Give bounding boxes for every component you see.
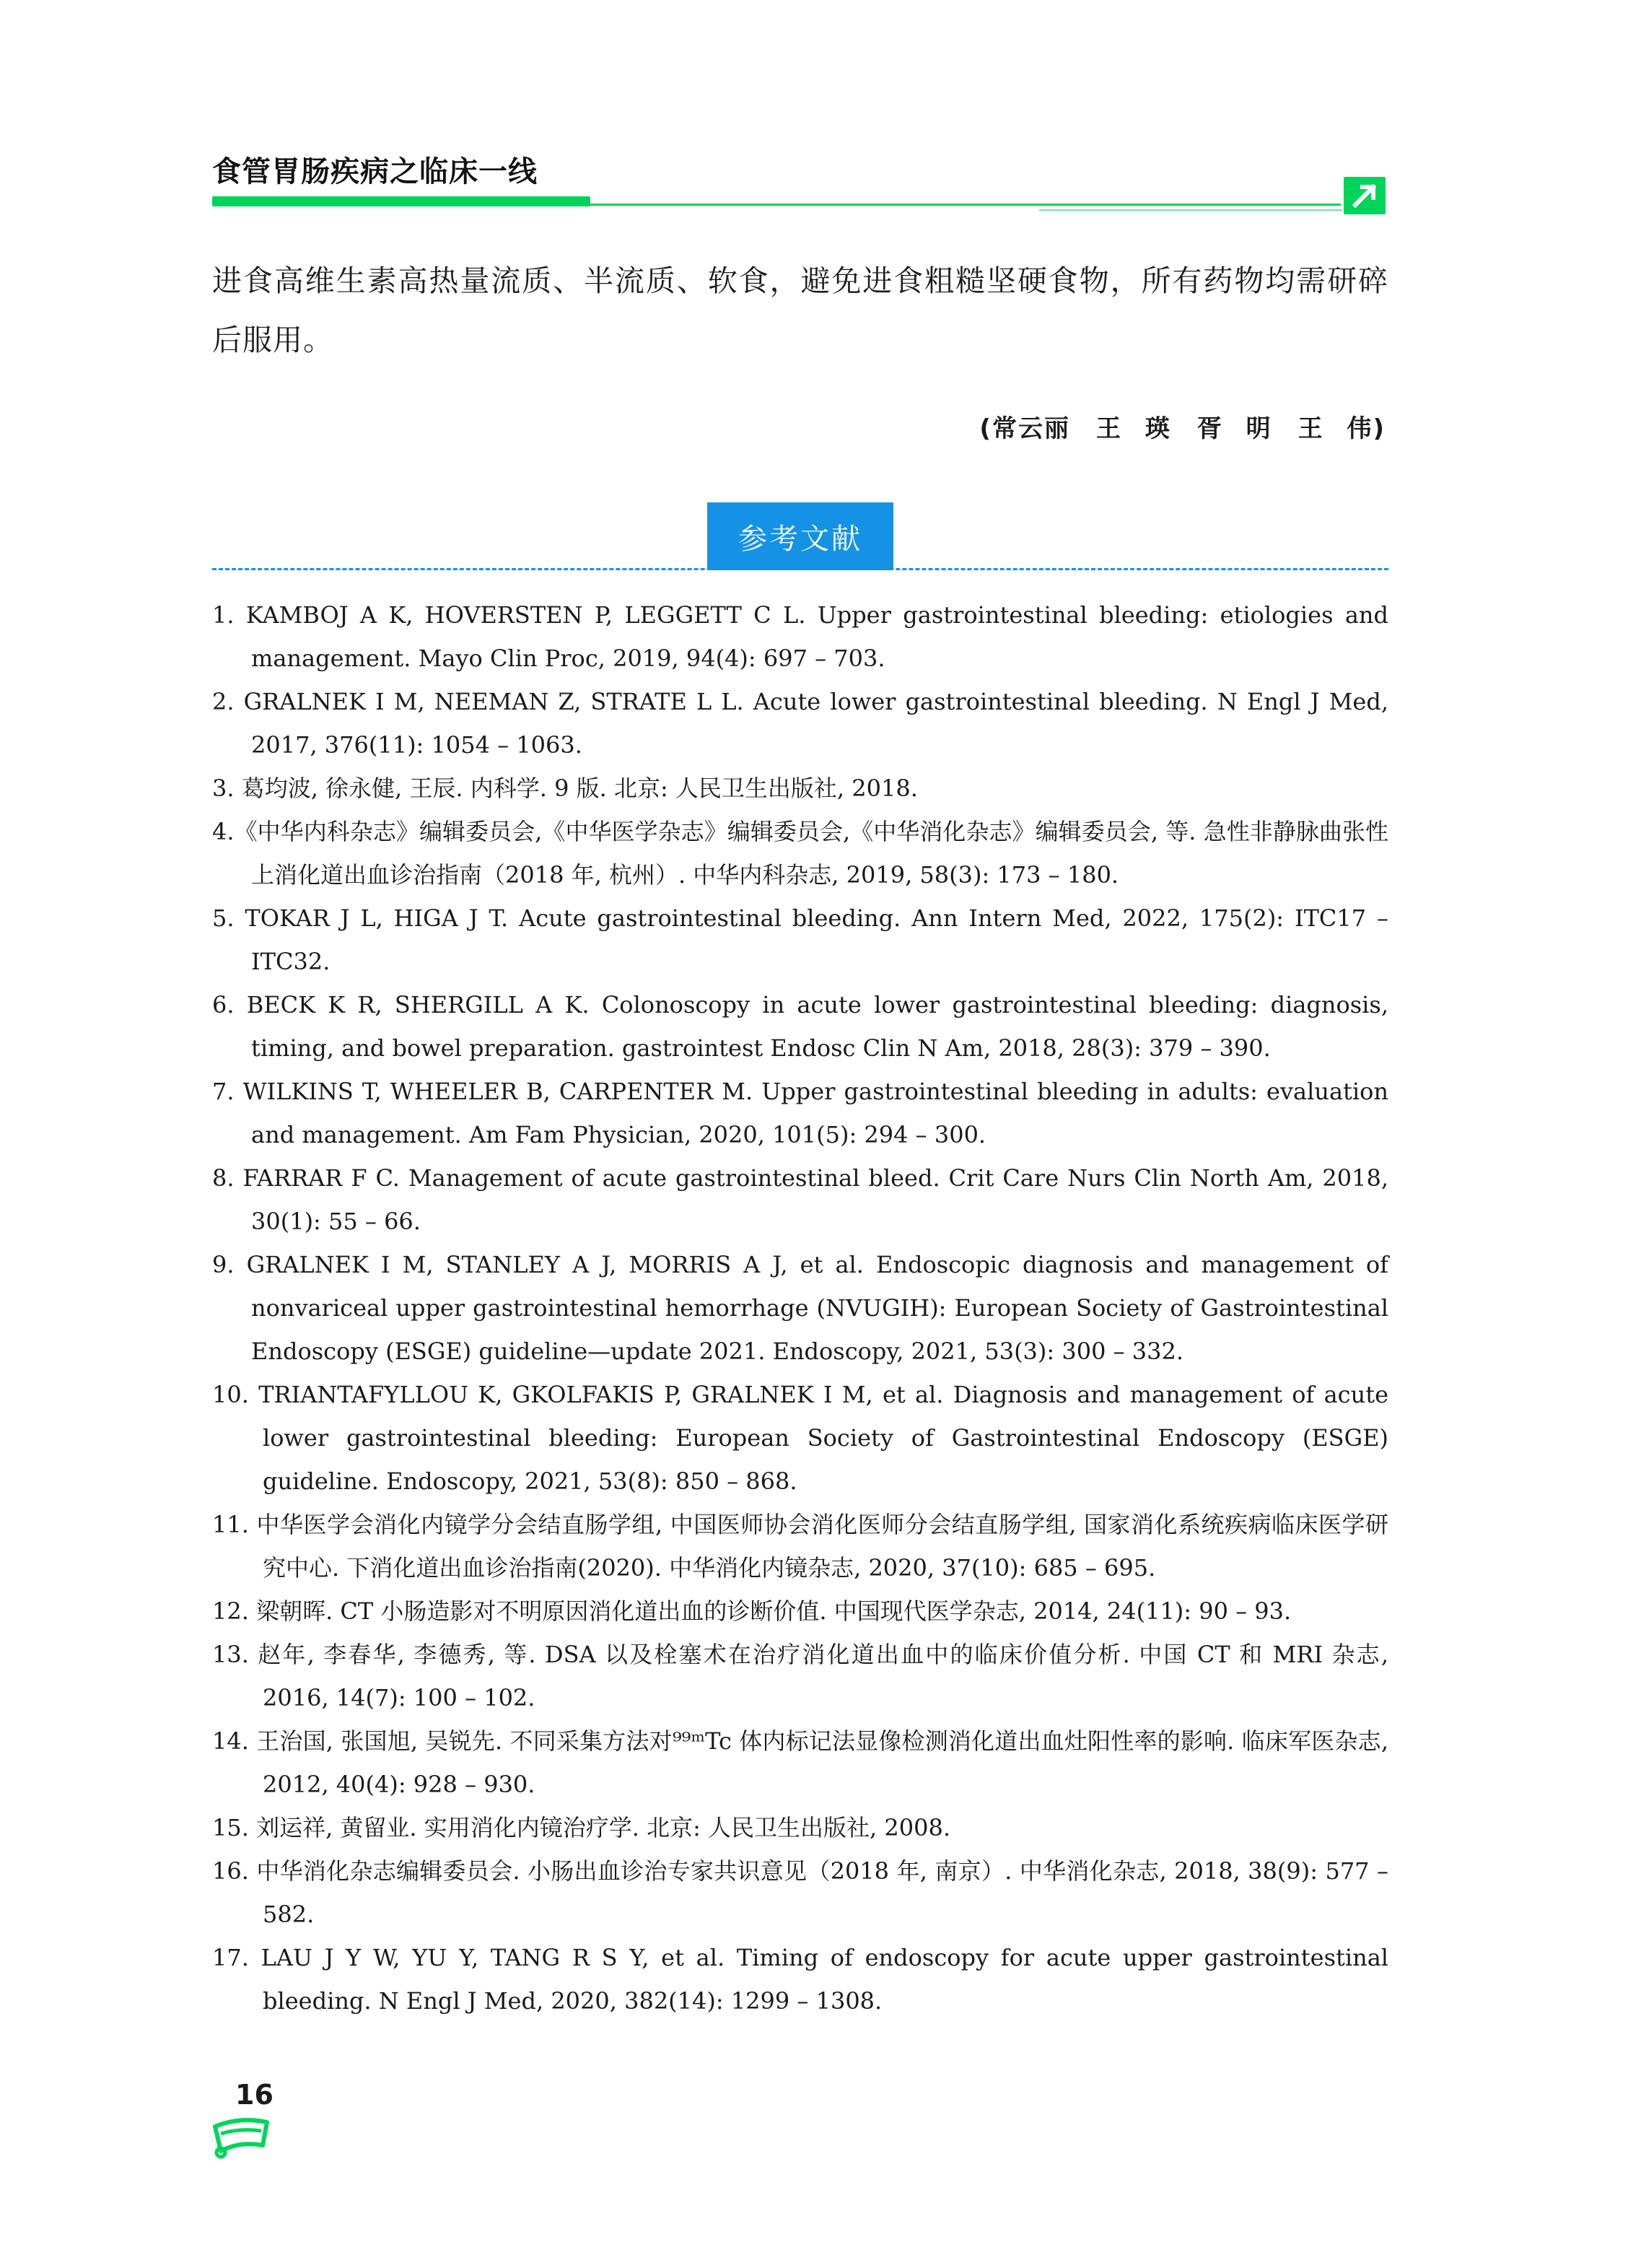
- reference-item: 12. 梁朝晖. CT 小肠造影对不明原因消化道出血的诊断价值. 中国现代医学杂志, 2014, 24(11): 90 – 93.: [212, 1597, 1292, 1625]
- reference-item: 2. GRALNEK I M, NEEMAN Z, STRATE L L. Acute lower gastrointestinal bleeding. N Engl J Med, 2017, 376(11): 1054 – 1063.: [212, 688, 1388, 759]
- reference-item: 13. 赵年, 李春华, 李德秀, 等. DSA 以及栓塞术在治疗消化道出血中的临床价值分析. 中国 CT 和 MRI 杂志, 2016, 14(7): 100 – 102.: [212, 1641, 1388, 1711]
- reference-list: [212, 593, 1388, 2023]
- book-icon: [211, 2112, 271, 2163]
- reference-item: 15. 刘运祥, 黄留业. 实用消化内镜治疗学. 北京: 人民卫生出版社, 2008.: [212, 1814, 951, 1841]
- authors-line: (常云丽 王 瑛 胥 明 王 伟): [979, 414, 1386, 443]
- reference-item: 17. LAU J Y W, YU Y, TANG R S Y, et al. Timing of endoscopy for acute upper gastrointestinal bleeding. N Engl J Med, 2020, 382(14): 1299 – 1308.: [212, 1944, 1388, 2015]
- reference-item: 6. BECK K R, SHERGILL A K. Colonoscopy in acute lower gastrointestinal bleeding: diagnosis, timing, and bowel preparation. gastrointest Endosc Clin N Am, 2018, 28(3): 379 – 390.: [212, 991, 1388, 1062]
- reference-item: 16. 中华消化杂志编辑委员会. 小肠出血诊治专家共识意见（2018 年, 南京）. 中华消化杂志, 2018, 38(9): 577 – 582.: [212, 1857, 1388, 1928]
- reference-item: 8. FARRAR F C. Management of acute gastrointestinal bleed. Crit Care Nurs Clin North Am, 2018, 30(1): 55 – 66.: [212, 1164, 1388, 1235]
- references-heading: 参考文献: [707, 502, 893, 570]
- header-accent-bar: [212, 196, 590, 206]
- reference-item: 4.《中华内科杂志》编辑委员会,《中华医学杂志》编辑委员会,《中华消化杂志》编辑委员会, 等. 急性非静脉曲张性上消化道出血诊治指南（2018 年, 杭州）. 中华内科杂志, 2019, 58(3): 173 – 180.: [212, 818, 1388, 889]
- reference-item: 11. 中华医学会消化内镜学分会结直肠学组, 中国医师协会消化医师分会结直肠学组, 国家消化系统疾病临床医学研究中心. 下消化道出血诊治指南(2020). 中华消化内镜杂志, 2020, 37(10): 685 – 695.: [212, 1511, 1388, 1582]
- reference-item: 5. TOKAR J L, HIGA J T. Acute gastrointestinal bleeding. Ann Intern Med, 2022, 175(2): ITC17 – ITC32.: [212, 904, 1388, 975]
- reference-item: 9. GRALNEK I M, STANLEY A J, MORRIS A J, et al. Endoscopic diagnosis and management of nonvariceal upper gastrointestinal hemorrhage (NVUGIH): European Society of Gastrointestinal Endoscopy (ESGE) guideline—update 2021. Endoscopy, 2021, 53(3): 300 – 332.: [212, 1251, 1388, 1365]
- references-divider: [212, 568, 1388, 570]
- reference-item: 10. TRIANTAFYLLOU K, GKOLFAKIS P, GRALNEK I M, et al. Diagnosis and management of acute lower gastrointestinal bleeding: European Society of Gastrointestinal Endoscopy (ESGE) guideline. Endoscopy, 2021, 53(8): 850 – 868.: [212, 1381, 1388, 1495]
- reference-item: 14. 王治国, 张国旭, 吴锐先. 不同采集方法对⁹⁹ᵐTc 体内标记法显像检测消化道出血灶阳性率的影响. 临床军医杂志, 2012, 40(4): 928 – 930.: [212, 1727, 1388, 1798]
- reference-item: 7. WILKINS T, WHEELER B, CARPENTER M. Upper gastrointestinal bleeding in adults: evaluation and management. Am Fam Physician, 2020, 101(5): 294 – 300.: [212, 1078, 1388, 1148]
- reference-item: 3. 葛均波, 徐永健, 王辰. 内科学. 9 版. 北京: 人民卫生出版社, 2018.: [212, 775, 918, 802]
- body-paragraph: 进食高维生素高热量流质、半流质、软食，避免进食粗糙坚硬食物，所有药物均需研碎后服用。: [212, 263, 1388, 357]
- header-rule-secondary: [1039, 209, 1342, 211]
- page-number: 16: [235, 2079, 273, 2111]
- header-rule: [590, 204, 1341, 206]
- arrow-up-right-icon: [1344, 177, 1386, 214]
- reference-item: 1. KAMBOJ A K, HOVERSTEN P, LEGGETT C L. Upper gastrointestinal bleeding: etiologies and management. Mayo Clin Proc, 2019, 94(4): 697 – 703.: [212, 601, 1388, 672]
- book-title: 食管胃肠疾病之临床一线: [212, 155, 538, 188]
